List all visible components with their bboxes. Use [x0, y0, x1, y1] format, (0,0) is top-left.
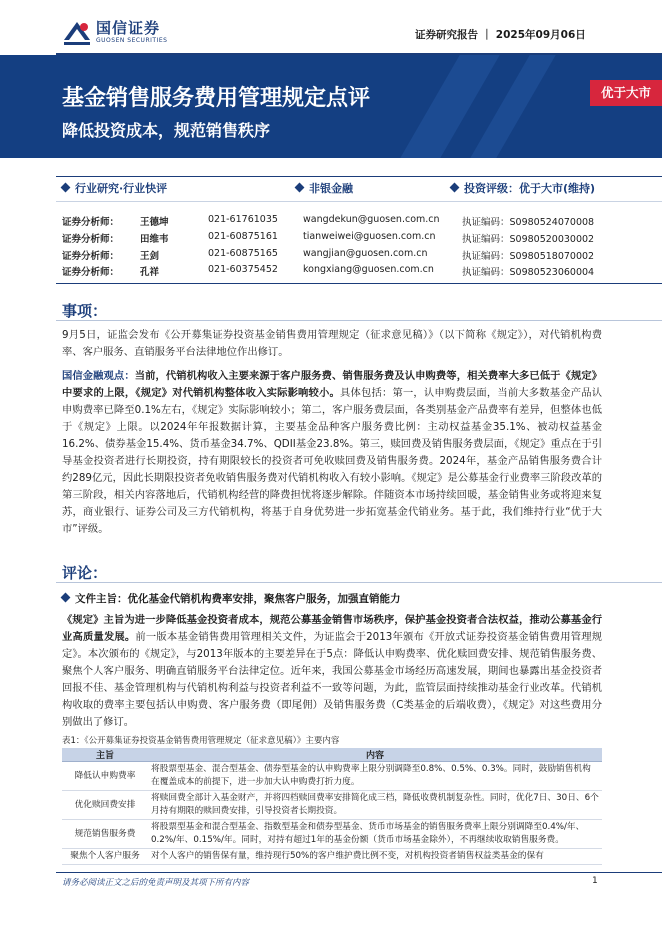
analyst-divider	[56, 283, 662, 284]
table-cell-content: 对个人客户的销售保有量，维持现行50%的客户维护费比例不变，对机构投资者销售权益类基金的保有	[148, 849, 602, 865]
analyst-cert: 执证编码：S0980524070008	[462, 217, 595, 228]
bullet-heading-text: 文件主旨：优化基金代销机构费率安排，聚焦客户服务，加强直销能力	[75, 593, 401, 605]
guosen-view-label: 国信金融观点：	[62, 370, 135, 382]
table-row	[62, 849, 602, 865]
analyst-label: 证券分析师：	[62, 251, 120, 262]
diamond-icon	[61, 183, 71, 193]
event-paragraph: 9月5日，证监会发布《公开募集证券投资基金销售费用管理规定（征求意见稿）》（以下简称《规定》），对代销机构费率、客户服务、直销服务平台法律地位作出修订。	[62, 329, 602, 358]
analyst-label: 证券分析师：	[62, 267, 120, 278]
report-type-date: 证券研究报告 ｜ 2025年09月06日	[415, 29, 586, 41]
table-row	[62, 791, 602, 820]
comment-paragraph	[62, 612, 602, 731]
table-cell-key: 规范销售服务费	[62, 820, 148, 849]
table-cell-key: 聚焦个人客户服务	[62, 849, 148, 865]
analyst-cert: 执证编码：S0980520030002	[462, 234, 595, 245]
title-banner	[0, 55, 662, 158]
table-cell-key: 优化赎回费安排	[62, 791, 148, 820]
table-cell-key: 降低认申购费率	[62, 762, 148, 791]
meta-category	[62, 180, 167, 196]
analyst-phone: 021-60875161	[208, 231, 278, 242]
analyst-name: 田维韦	[140, 234, 169, 245]
guosen-view-text: 具体包括：第一，认申购费层面，当前大多数基金产品认申购费率已降至0.1%左右，《规定》实际影响较小；第二，客户服务费层面，各类别基金产品费率有差异，但整体也低于《规定》上限。以2024年年报数据计算，主要基金品种客户服务费比例：主动权益基金35.1%、被动权益基金16.2%、债券基金15.4%、货币基金34.7%、QDII基金23.8%。第三，赎回费及销售服务费层面，《规定》重点在于引导基金投资者进行长期投资，持有期限较长的投资者可免收赎回费及销售服务费。2024年，基金产品销售服务费合计约289亿元，因此长期限投资者免收销售服务费对代销机构收入有较小影响。《规定》是公募基金行业费率三阶段改革的第三阶段，相关内容落地后，代销机构经营的降费担忧将逐步解除。伴随资本市场持续回暖，基金销售业务或将迎来复苏，商业银行、证券公司及三方代销机构，将基于自身优势进一步拓宽基金代销业务。基于此，我们维持行业“优于大市”评级。	[62, 387, 603, 535]
diamond-icon	[450, 183, 460, 193]
section-divider	[56, 320, 662, 321]
diamond-icon	[295, 183, 305, 193]
comment-text: 前一版本基金销售费用管理相关文件，为证监会于2013年颁布《开放式证券投资基金销售费用管理规定》。本次颁布的《规定》，与2013年版本的主要差异在于5点：降低认申购费率、优化赎回费安排、规范销售服务费、聚焦个人客户服务、明确直销服务平台法律定位。近年来，我国公募基金市场经历高速发展，期间也暴露出基金投资者回报不佳、基金管理机构与代销机构利益与投资者利益不一致等问题，为此，监管层面持续推动基金行业改革。代销机构收取的费率主要包括认申购费、客户服务费（即尾佣）及销售服务费（C类基金的后端收费），《规定》对这些费用分别做出了修订。	[62, 631, 603, 728]
analyst-email[interactable]: wangjian@guosen.com.cn	[303, 248, 428, 259]
analyst-name: 王德坤	[140, 217, 169, 228]
analyst-name: 孔祥	[140, 267, 160, 278]
analyst-row	[62, 264, 622, 281]
section-divider	[56, 582, 662, 583]
meta-category-label: 行业研究·行业快评	[75, 182, 168, 195]
analyst-cert: 执证编码：S0980523060004	[462, 267, 595, 278]
meta-rating	[451, 180, 595, 196]
meta-sector-label: 非银金融	[309, 182, 353, 195]
table-row	[62, 820, 602, 849]
analyst-email[interactable]: tianweiwei@guosen.com.cn	[303, 231, 436, 242]
diamond-icon	[61, 593, 71, 603]
bullet-heading	[62, 591, 401, 606]
rating-badge: 优于大市	[590, 80, 662, 106]
analyst-email[interactable]: kongxiang@guosen.com.cn	[303, 264, 434, 275]
analyst-phone: 021-61761035	[208, 214, 278, 225]
analyst-row	[62, 248, 622, 265]
report-title: 基金销售服务费用管理规定点评	[62, 86, 371, 111]
meta-rating-label: 投资评级：优于大市(维持)	[464, 182, 596, 195]
analyst-label: 证券分析师：	[62, 217, 120, 228]
table-cell-content: 将股票型基金、混合型基金、债券型基金的认申购费率上限分别调降至0.8%、0.5%、0.3%。同时，鼓励销售机构在覆盖成本的前提下，进一步加大认申购费打折力度。	[148, 762, 602, 791]
content-table	[62, 748, 602, 865]
table-header-row	[62, 748, 602, 762]
page-number: 1	[592, 876, 598, 886]
report-subtitle: 降低投资成本，规范销售秩序	[62, 121, 271, 140]
section-heading-comment: 评论：	[62, 564, 108, 582]
table-caption: 表1：《公开募集证券投资基金销售费用管理规定（征求意见稿）》主要内容	[62, 736, 340, 746]
logo-text-cn: 国信证券	[96, 19, 161, 37]
table-row	[62, 762, 602, 791]
analyst-phone: 021-60375452	[208, 264, 278, 275]
footer-divider	[56, 872, 662, 873]
analyst-cert: 执证编码：S0980518070002	[462, 251, 595, 262]
table-header-cell: 主旨	[62, 748, 148, 762]
company-logo	[62, 16, 202, 50]
analyst-row	[62, 231, 622, 248]
footer-disclaimer: 请务必阅读正文之后的免责声明及其项下所有内容	[62, 878, 250, 888]
logo-text-en: GUOSEN SECURITIES	[96, 37, 168, 44]
table-cell-content: 将股票型基金和混合型基金、指数型基金和债券型基金、货币市场基金的销售服务费率上限分别调降至0.4%/年、0.2%/年、0.15%/年。同时，对持有超过1年的基金份额（货币市场基金除外），不再继续收取销售服务费。	[148, 820, 602, 849]
guosen-logo-icon	[62, 18, 92, 48]
guosen-view-paragraph	[62, 368, 602, 538]
meta-sector	[296, 180, 353, 196]
section-heading-event: 事项：	[62, 302, 108, 320]
table-header-cell: 内容	[148, 748, 602, 762]
analyst-phone: 021-60875165	[208, 248, 278, 259]
comment-bold: 《规定》主旨为进一步降低基金投资者成本，规范公募基金销售市场秩序，保护基金投资者合法权益，推动公募基金行业高质量发展。	[62, 614, 602, 643]
analyst-name: 王剑	[140, 251, 160, 262]
guosen-view-bold: 当前，代销机构收入主要来源于客户服务费、销售服务费及认申购费等，相关费率大多已低于《规定》中要求的上限，《规定》对代销机构整体收入实际影响较小。	[62, 370, 603, 399]
analyst-label: 证券分析师：	[62, 234, 120, 245]
meta-divider-light	[56, 201, 662, 202]
analyst-email[interactable]: wangdekun@guosen.com.cn	[303, 214, 440, 225]
meta-divider	[56, 176, 662, 177]
table-cell-content: 将赎回费全部计入基金财产，并将四档赎回费率安排简化成三档，降低收费机制复杂性。同时，优化7日、30日、6个月持有期限的赎回费安排，引导投资者长期投资。	[148, 791, 602, 820]
analyst-row	[62, 214, 622, 231]
